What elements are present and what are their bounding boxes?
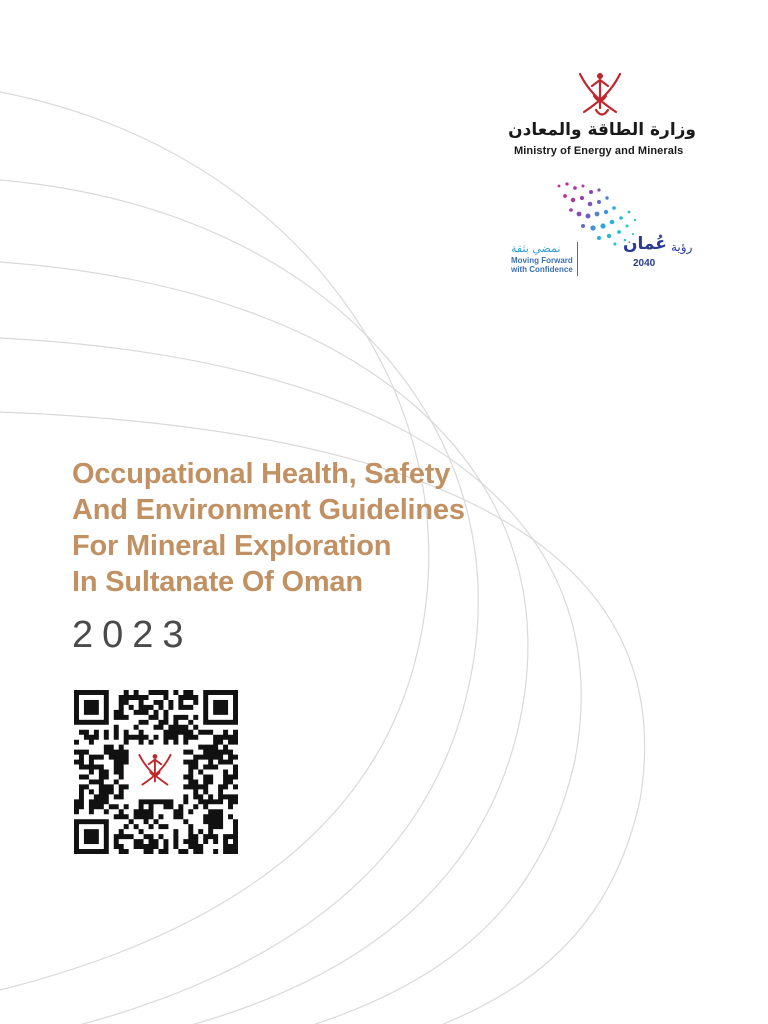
document-title [72, 456, 465, 600]
qr-finder-pattern [203, 690, 238, 725]
title-line-4: In Sultanate Of Oman [72, 566, 363, 598]
vision-year: 2040 [633, 258, 656, 269]
vision-divider [577, 242, 578, 276]
vision-tagline-line-2: with Confidence [511, 265, 573, 274]
curve-4 [0, 338, 581, 1024]
vision-tagline-arabic: نمضي بثقة [511, 242, 561, 255]
qr-finder-pattern [74, 690, 109, 725]
document-year: 2023 [72, 614, 193, 656]
title-line-2: And Environment Guidelines [72, 494, 465, 526]
oman-khanjar-emblem-icon [574, 66, 626, 120]
ministry-name-english: Ministry of Energy and Minerals [514, 145, 684, 157]
title-line-3: For Mineral Exploration [72, 530, 392, 562]
ministry-logo [500, 64, 710, 164]
ministry-name-arabic: وزارة الطاقة والمعادن [508, 120, 696, 140]
oman-vision-2040-logo [505, 176, 705, 288]
qr-finder-pattern [74, 819, 109, 854]
vision-tagline-line-1: Moving Forward [511, 256, 573, 265]
vision-word-oman: عُمان [623, 234, 667, 254]
qr-code-icon[interactable] [74, 690, 238, 854]
title-line-1: Occupational Health, Safety [72, 458, 451, 490]
curve-2 [0, 180, 478, 1024]
qr-center-emblem-icon [139, 754, 170, 784]
vision-word-vision: رؤية [671, 240, 693, 254]
